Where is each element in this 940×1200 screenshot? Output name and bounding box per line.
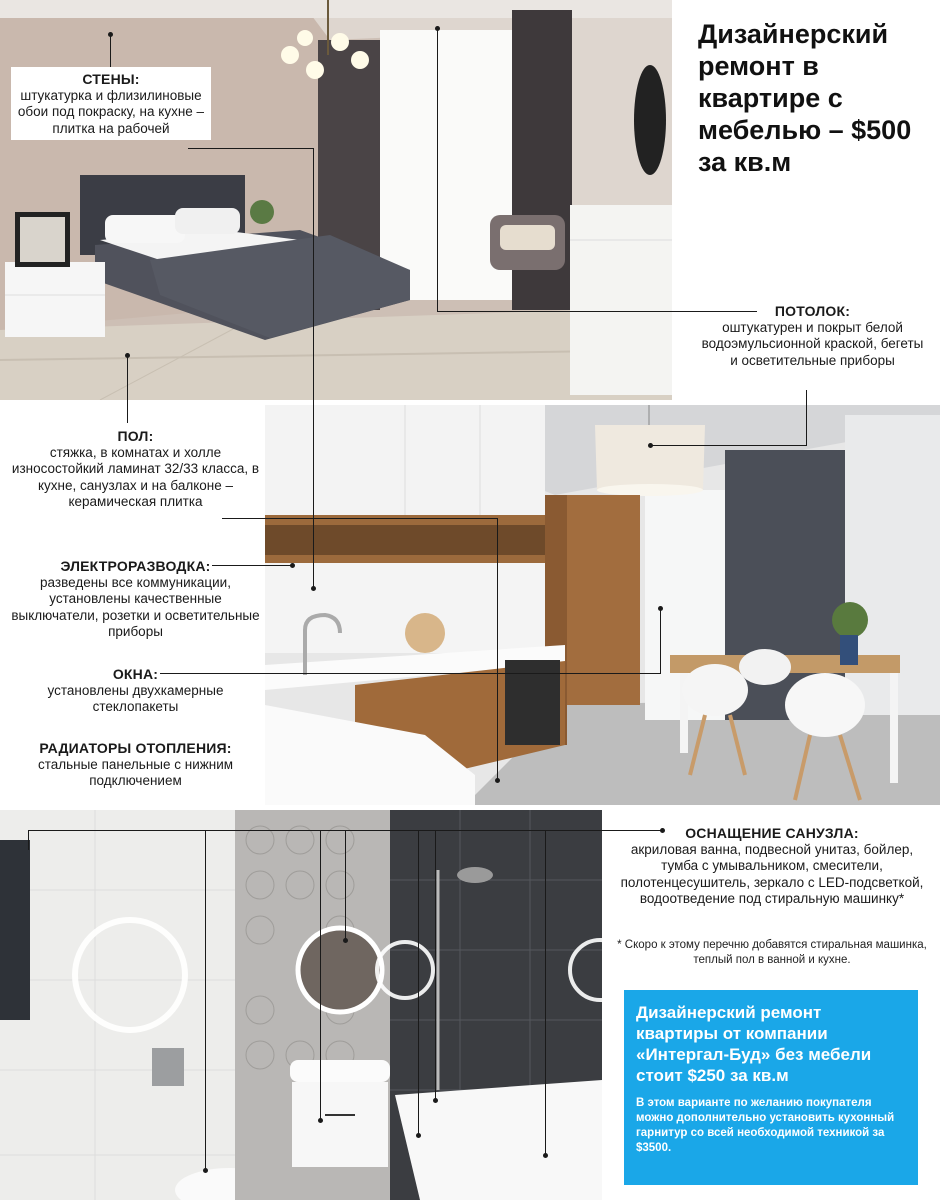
windows-text: установлены двухкамерные стеклопакеты [47,682,224,714]
ceiling-callout-line-2 [437,311,757,312]
ceiling-heading: ПОТОЛОК: [774,303,851,319]
bedroom-photo [0,0,672,400]
bath-drop-6 [435,830,436,1100]
walls-callout-dot-2 [311,586,316,591]
bath-drop-3 [320,830,321,1120]
bath-equipment-text: акриловая ванна, подвесной унитаз, бойлер, тумба с умывальником, смесители, полотенцесушитель, зеркало с LED-подсветкой, водоотведение под стиральную машинку* [620,841,924,906]
bathroom-photo [0,810,602,1200]
bath-drop-2 [205,830,206,1170]
electric-callout-line [212,565,292,566]
windows-callout-dot [658,606,663,611]
walls-callout-line-3 [313,148,314,588]
kitchen-photo [265,405,940,805]
windows-heading: ОКНА: [112,666,159,682]
radiators-heading: РАДИАТОРЫ ОТОПЛЕНИЯ: [39,740,232,756]
bath-drop-dot-3 [318,1118,323,1123]
promo-heading: Дизайнерский ремонт квартиры от компании «Интергал-Буд» без мебели стоит $250 за кв.м [636,1003,872,1085]
bath-drop-dot-2 [203,1168,208,1173]
promo-body: В этом варианте по желанию покупателя можно дополнительно установить кухонный гарнитур со всей необходимой техникой за $3500. [636,1097,895,1154]
promo-box [624,990,918,1185]
bath-drop-dot-5 [416,1133,421,1138]
walls-callout-line [110,34,111,67]
page-title: Дизайнерский ремонт в квартире с мебелью – $500 за кв.м [698,19,912,177]
electric-heading: ЭЛЕКТРОРАЗВОДКА: [60,558,211,574]
walls-text: штукатурка и флизилиновые обои под покраску, на кухне – плитка на рабочей [17,87,205,136]
floor-callout-line-2 [222,518,497,519]
bath-drop-5 [418,830,419,1135]
radiators-label [8,740,263,790]
ceiling-text: оштукатурен и покрыт белой водоэмульсионной краской, бегеты и осветительные приборы [701,319,924,368]
windows-callout-line-2 [660,610,661,674]
bath-drop-4 [345,830,346,940]
bath-drop-7 [545,830,546,1155]
walls-heading: СТЕНЫ: [82,71,140,87]
floor-callout-line-3 [497,518,498,780]
floor-text: стяжка, в комнатах и холле износостойкий ламинат 32/33 класса, в кухне, санузлах и на балконе – керамическая плитка [11,444,260,509]
bath-equipment-heading: ОСНАЩЕНИЕ САНУЗЛА: [685,825,859,841]
floor-callout-line [127,355,128,423]
bath-drop-1 [28,830,29,850]
ceiling-callout-line [437,28,438,311]
bath-drop-dot-7 [543,1153,548,1158]
floor-callout-dot-2 [495,778,500,783]
windows-callout-line [160,673,660,674]
bath-equipment-label [612,825,932,908]
floor-heading: ПОЛ: [117,428,154,444]
walls-label [11,67,211,140]
electric-label [8,558,263,641]
bath-drop-dot-6 [433,1098,438,1103]
lamp-callout-line [806,390,807,445]
floor-label [8,428,263,511]
ceiling-label [700,303,925,369]
electric-text: разведены все коммуникации, установлены качественные выключатели, розетки и осветительные приборы [11,574,260,639]
walls-callout-line-2 [188,148,313,149]
lamp-callout-line-2 [650,445,807,446]
electric-callout-dot [290,563,295,568]
footnote: * Скоро к этому перечню добавятся стиральная машинка, теплый пол в ванной и кухне. [617,939,927,966]
bath-drop-dot-4 [343,938,348,943]
lamp-callout-dot [648,443,653,448]
radiators-text: стальные панельные с нижним подключением [37,756,234,788]
